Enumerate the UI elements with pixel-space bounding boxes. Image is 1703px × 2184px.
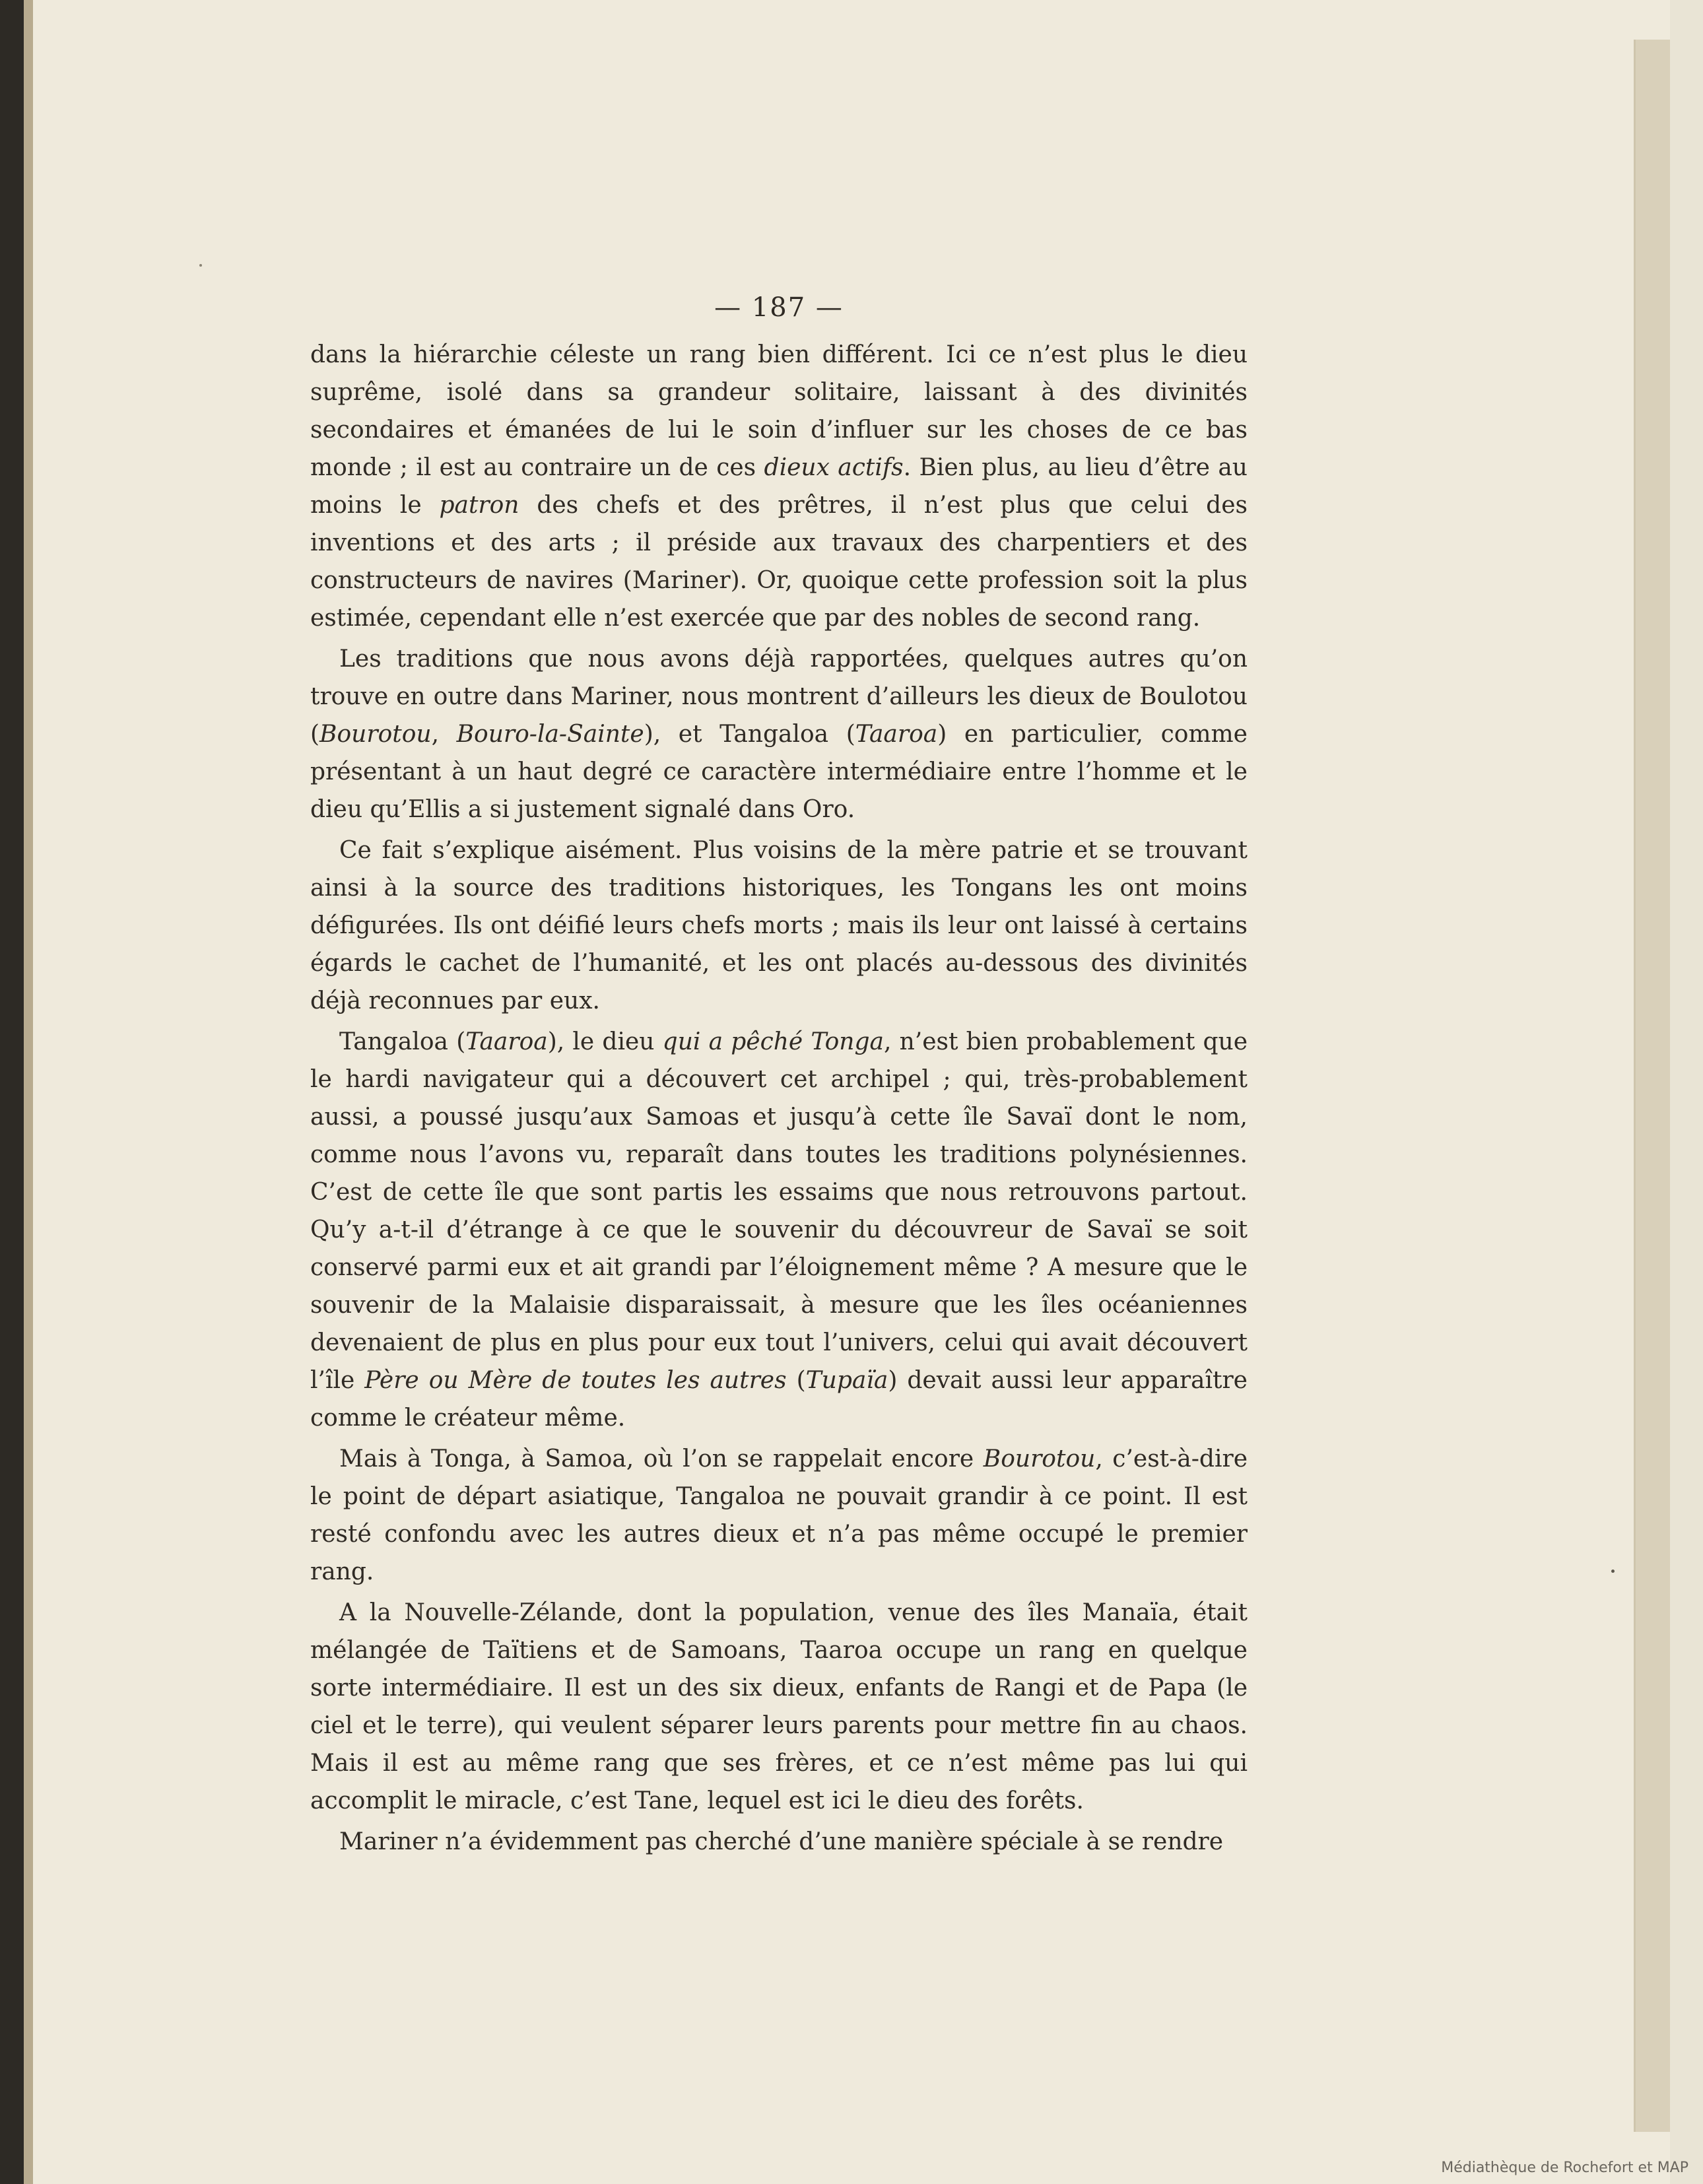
text-run: ), le dieu (547, 1028, 663, 1055)
italic-text: Taaroa (855, 721, 938, 748)
library-watermark: Médiathèque de Rochefort et MAP (1441, 2160, 1688, 2176)
paragraph (310, 1440, 1248, 1591)
paragraphs (310, 336, 1248, 1861)
paragraph (310, 640, 1248, 828)
italic-text: dieux actifs (764, 454, 904, 481)
paragraph (310, 1823, 1248, 1861)
text-run: Tangaloa ( (339, 1028, 466, 1055)
page-right-edge (1634, 40, 1670, 2132)
text-run: A la Nouvelle-Zélande, dont la population, venue des îles Manaïa, était mélangée de Taïtiens et de Samoans, Taaroa occupe un rang en quelque sorte intermédiaire. Il est un des six dieux, enfants de Rangi et de Papa (le ciel et le terre), qui veulent séparer leurs parents pour mettre fin au chaos. Mais il est au même rang que ses frères, et ce n’est même pas lui qui accomplit le miracle, c’est Tane, lequel est ici le dieu des forêts. (310, 1599, 1248, 1814)
italic-text: Tupaïa (805, 1367, 888, 1394)
text-run: Les traditions que nous avons déjà rapportées, quelques autres qu’on trouve en outre dans Mariner, nous montrent d’ailleurs les dieux de Boulotou ( (310, 645, 1248, 748)
paper-speck (199, 264, 202, 267)
italic-text: patron (439, 492, 519, 519)
text-run: des chefs et des prêtres, il n’est plus que celui des inventions et des arts ; il préside aux travaux des charpentiers et des constructeurs de navires (Mariner). Or, quoique cette profession soit la plus estimée, cependant elle n’est exercée que par des nobles de second rang. (310, 492, 1248, 632)
paragraph (310, 1023, 1248, 1437)
book-spine (0, 0, 24, 2184)
text-run: ( (786, 1367, 806, 1394)
text-run: Ce fait s’explique aisément. Plus voisins de la mère patrie et se trouvant ainsi à la source des traditions historiques, les Tongans les ont moins défigurées. Ils ont déifié leurs chefs morts ; mais ils leur ont laissé à certains égards le cachet de l’humanité, et les ont placés au-dessous des divinités déjà reconnues par eux. (310, 837, 1248, 1014)
text-run: dans la hiérarchie céleste un rang bien différent. Ici ce n’est plus le dieu suprême, isolé dans sa grandeur solitaire, laissant à des divinités secondaires et émanées de lui le soin d’influer sur les choses de ce bas monde ; il est au contraire un de ces (310, 341, 1248, 481)
text-run: ), et Tangaloa ( (644, 721, 855, 748)
page-text (310, 289, 1248, 1864)
page-stack-edge (24, 0, 33, 2184)
paragraph (310, 1594, 1248, 1820)
page-number: — 187 — (714, 292, 844, 323)
text-run: Mais à Tonga, à Samoa, où l’on se rappelait encore (339, 1445, 984, 1473)
italic-text: Bouro-la-Sainte (456, 721, 644, 748)
text-run: ) en particulier, comme présentant à un haut degré ce caractère intermédiaire entre l’homme et le dieu qu’Ellis a si justement signalé dans Oro. (310, 721, 1248, 823)
italic-text: qui a pêché Tonga (662, 1028, 884, 1055)
italic-text: Taaroa (465, 1028, 548, 1055)
text-run: Mariner n’a évidemment pas cherché d’une manière spéciale à se rendre (339, 1828, 1224, 1855)
text-run: , c’est-à-dire le point de départ asiatique, Tangaloa ne pouvait grandir à ce point. Il est resté confondu avec les autres dieux et n’a pas même occupé le premier rang. (310, 1445, 1248, 1585)
italic-text: Bourotou (319, 721, 432, 748)
text-run: ) devait aussi leur apparaître comme le créateur même. (310, 1367, 1248, 1432)
text-run: . Bien plus, au lieu d’être au moins le (310, 454, 1248, 519)
italic-text: Père ou Mère de toutes les autres (364, 1367, 787, 1394)
paragraph (310, 832, 1248, 1020)
text-run: , n’est bien probablement que le hardi navigateur qui a découvert cet archipel ; qui, très-probablement aussi, a poussé jusqu’aux Samoas et jusqu’à cette île Savaï dont le nom, comme nous l’avons vu, reparaît dans toutes les traditions polynésiennes. C’est de cette île que sont partis les essaims que nous retrouvons partout. Qu’y a-t-il d’étrange à ce que le souvenir du découvreur de Savaï se soit conservé parmi eux et ait grandi par l’éloignement même ? A mesure que le souvenir de la Malaisie disparaissait, à mesure que les îles océaniennes devenaient de plus en plus pour eux tout l’univers, celui qui avait découvert l’île (310, 1028, 1248, 1394)
italic-text: Bourotou (983, 1445, 1096, 1473)
paragraph (310, 336, 1248, 637)
text-run: , (431, 721, 457, 748)
paper-speck (1611, 1570, 1615, 1573)
